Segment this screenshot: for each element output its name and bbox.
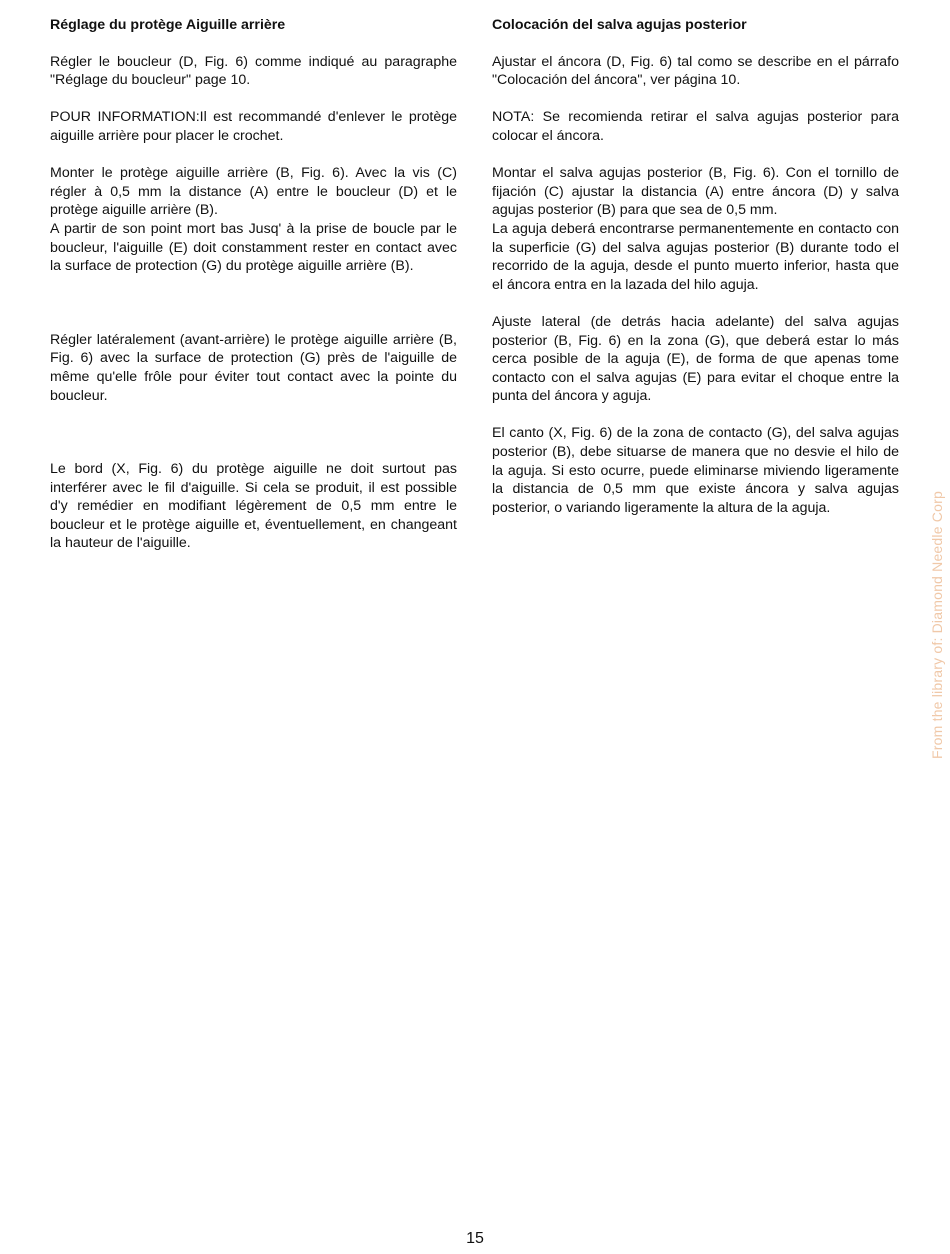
spanish-heading: Colocación del salva agujas posterior <box>492 17 747 33</box>
page-number: 15 <box>466 1230 484 1247</box>
spanish-paragraph-3: Montar el salva agujas posterior (B, Fig. 6). Con el tornillo de fijación (C) ajustar la distancia (A) entre áncora (D) y salva agujas posterior (B) para que sea de 0,5 mm. La aguja deberá encontrarse permanentemente en contacto con la superficie (G) del salva agujas posterior (B) durante todo el recorrido de la aguja, desde el punto muerto inferior, hasta que el áncora entra en la lazada del hilo aguja. <box>492 165 899 293</box>
spanish-column <box>492 16 899 536</box>
spanish-paragraph-2: NOTA: Se recomienda retirar el salva agujas posterior para colocar el áncora. <box>492 109 899 144</box>
french-paragraph-3: Monter le protège aiguille arrière (B, Fig. 6). Avec la vis (C) régler à 0,5 mm la distance (A) entre le boucleur (D) et le protège aiguille arrière (B). A partir de son point mort bas Jusq' à la prise de boucle par le boucleur, l'aiguille (E) doit constamment rester en contact avec la surface de protection (G) du protège aiguille arrière (B). <box>50 165 457 275</box>
french-paragraph-1: Régler le boucleur (D, Fig. 6) comme indiqué au paragraphe "Réglage du boucleur" page 10. <box>50 53 457 89</box>
french-column <box>50 16 457 572</box>
spanish-paragraph-4: Ajuste lateral (de detrás hacia adelante) del salva agujas posterior (B, Fig. 6) en la zona (G), que deberá estar lo más cerca posible de la aguja (E), de forma de que apenas tome contacto con el salva agujas (E) para evitar el choque entre la punta del áncora y aguja. <box>492 313 899 405</box>
library-watermark: From the library of: Diamond Needle Corp <box>929 491 945 759</box>
french-heading: Réglage du protège Aiguille arrière <box>50 17 286 33</box>
french-paragraph-2: POUR INFORMATION:Il est recommandé d'enlever le protège aiguille arrière pour placer le crochet. <box>50 109 457 144</box>
spanish-paragraph-1: Ajustar el áncora (D, Fig. 6) tal como se describe en el párrafo "Colocación del áncora", ver página 10. <box>492 53 899 89</box>
spanish-paragraph-5: El canto (X, Fig. 6) de la zona de contacto (G), del salva agujas posterior (B), debe situarse de manera que no desvie el hilo de la aguja. Si esto ocurre, puede eliminarse miviendo ligeramente la distancia de 0,5 mm que existe áncora y salva agujas posterior, o variando ligeramente la altura de la aguja. <box>492 425 899 516</box>
french-paragraph-5: Le bord (X, Fig. 6) du protège aiguille ne doit surtout pas interférer avec le fil d'aiguille. Si cela se produit, il est possible d'y remédier en modifiant légèrement de 0,5 mm entre le boucleur et le protège aiguille et, éventuellement, en changeant la hauteur de l'aiguille. <box>50 461 457 552</box>
french-paragraph-4: Régler latéralement (avant-arrière) le protège aiguille arrière (B, Fig. 6) avec la surface de protection (G) près de l'aiguille de même qu'elle frôle pour éviter tout contact avec la pointe du boucleur. <box>50 331 457 404</box>
